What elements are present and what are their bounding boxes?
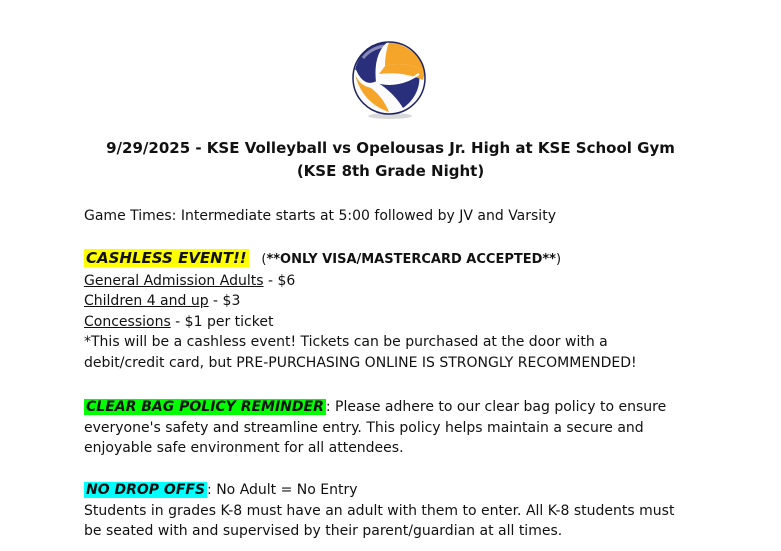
volleyball-icon xyxy=(349,40,429,120)
price-value: - $3 xyxy=(208,293,241,310)
event-subtitle: (KSE 8th Grade Night) xyxy=(296,162,485,180)
clear-bag-section xyxy=(84,397,764,459)
clear-bag-line: CLEAR BAG POLICY REMINDER : Please adhere to our clear bag policy to ensure xyxy=(86,399,667,415)
drop-off-line: Students in grades K-8 must have an adult with them to enter. All K-8 students must xyxy=(84,502,675,519)
payment-note-bold: **ONLY VISA/MASTERCARD ACCEPTED** xyxy=(266,252,556,267)
price-label: Children 4 and up xyxy=(84,293,209,310)
cashless-badge: CASHLESS EVENT!! xyxy=(86,249,247,267)
price-label: Concessions xyxy=(84,313,171,330)
clear-bag-line: enjoyable safe environment for all attendees. xyxy=(84,440,404,457)
drop-off-line: NO DROP OFFS : No Adult = No Entry xyxy=(86,482,358,498)
no-drop-offs-badge: NO DROP OFFS xyxy=(86,482,206,498)
price-value: - $6 xyxy=(263,272,296,289)
price-item xyxy=(84,291,764,312)
price-item xyxy=(84,312,764,333)
event-title: 9/29/2025 - KSE Volleyball vs Opelousas Jr. High at KSE School Gym xyxy=(106,139,675,157)
cashless-message-line: debit/credit card, but PRE-PURCHASING ONLINE IS STRONGLY RECOMMENDED! xyxy=(84,354,637,371)
drop-off-line: be seated with and supervised by their parent/guardian at all times. xyxy=(84,523,563,540)
payment-note: (**ONLY VISA/MASTERCARD ACCEPTED**) xyxy=(261,252,562,267)
drop-off-section xyxy=(84,480,764,542)
price-value: - $1 per ticket xyxy=(170,313,274,330)
price-label: General Admission Adults xyxy=(84,272,264,289)
cashless-heading xyxy=(84,248,764,271)
price-item xyxy=(84,271,764,292)
game-times: Game Times: Intermediate starts at 5:00 followed by JV and Varsity xyxy=(84,208,556,224)
cashless-message-line: *This will be a cashless event! Tickets can be purchased at the door with a xyxy=(84,334,608,351)
clear-bag-badge: CLEAR BAG POLICY REMINDER xyxy=(86,399,324,415)
clear-bag-line: everyone's safety and streamline entry. This policy helps maintain a secure and xyxy=(84,419,644,436)
cashless-section xyxy=(84,248,764,374)
